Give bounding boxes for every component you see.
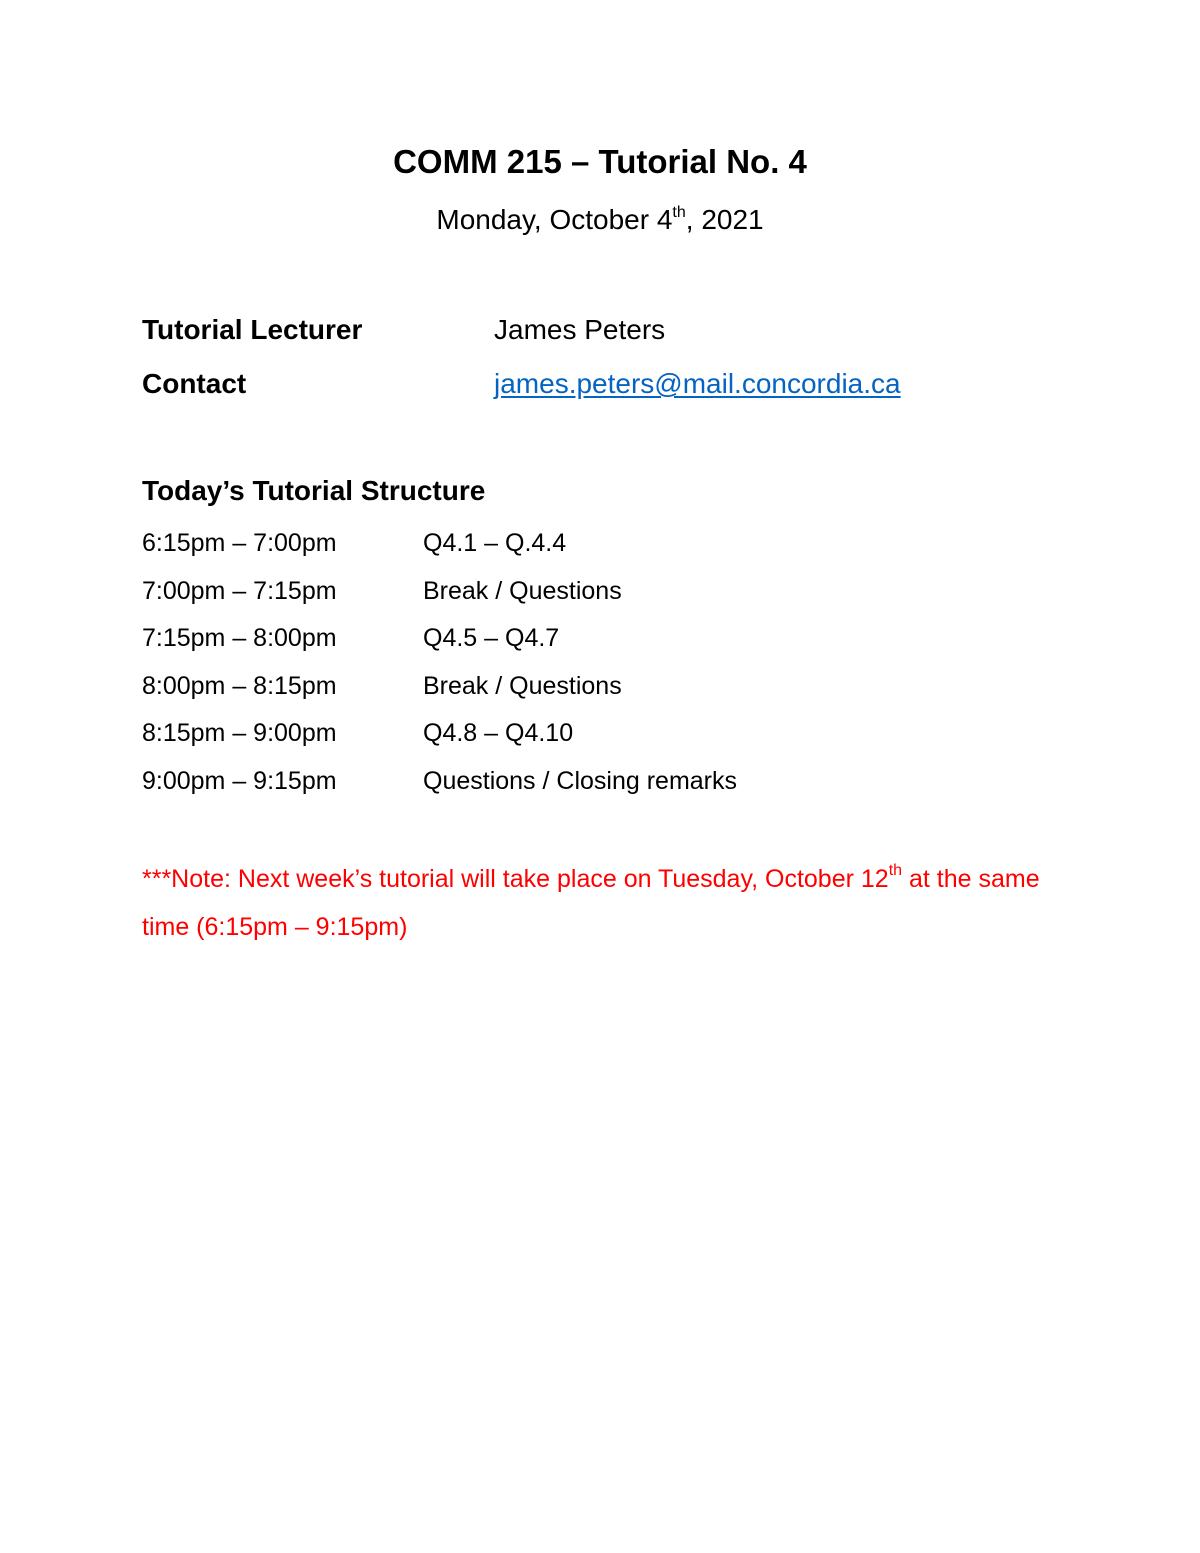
structure-heading: Today’s Tutorial Structure <box>142 475 486 506</box>
contact-email-link[interactable]: james.peters@mail.concordia.ca <box>494 368 901 399</box>
schedule-row <box>142 716 1042 764</box>
note-ordinal-suffix: th <box>888 862 903 879</box>
slot-activity: Break / Questions <box>423 671 622 700</box>
slot-activity: Questions / Closing remarks <box>423 766 738 795</box>
schedule-row <box>142 764 1042 812</box>
schedule-list <box>142 526 1042 812</box>
schedule-row <box>142 526 1042 574</box>
note-text-part2: at the same time (6:15pm – 9:15pm) <box>142 865 1040 941</box>
schedule-row <box>142 669 1042 717</box>
slot-time: 7:00pm – 7:15pm <box>142 576 337 605</box>
slot-time: 8:00pm – 8:15pm <box>142 671 337 700</box>
date-suffix: , 2021 <box>685 204 764 235</box>
slot-time: 6:15pm – 7:00pm <box>142 529 337 557</box>
note-text-part1: ***Note: Next week’s tutorial will take place on Tuesday, October 12 <box>142 865 889 893</box>
slot-activity: Q4.5 – Q4.7 <box>423 624 560 653</box>
slot-activity: Q4.1 – Q.4.4 <box>423 529 567 557</box>
tutorial-date <box>0 202 1200 238</box>
schedule-row <box>142 574 1042 622</box>
lecturer-name: James Peters <box>494 314 666 345</box>
slot-activity: Q4.8 – Q4.10 <box>423 719 574 748</box>
lecturer-label: Tutorial Lecturer <box>142 314 363 345</box>
slot-time: 9:00pm – 9:15pm <box>142 766 337 795</box>
date-prefix: Monday, October 4 <box>436 204 673 235</box>
slot-time: 8:15pm – 9:00pm <box>142 719 337 748</box>
contact-label: Contact <box>142 368 247 399</box>
schedule-row <box>142 621 1042 669</box>
next-week-note <box>142 856 1072 951</box>
slot-time: 7:15pm – 8:00pm <box>142 624 337 653</box>
date-ordinal-suffix: th <box>672 204 686 221</box>
document-title: COMM 215 – Tutorial No. 4 <box>393 143 807 180</box>
slot-activity: Break / Questions <box>423 576 622 605</box>
